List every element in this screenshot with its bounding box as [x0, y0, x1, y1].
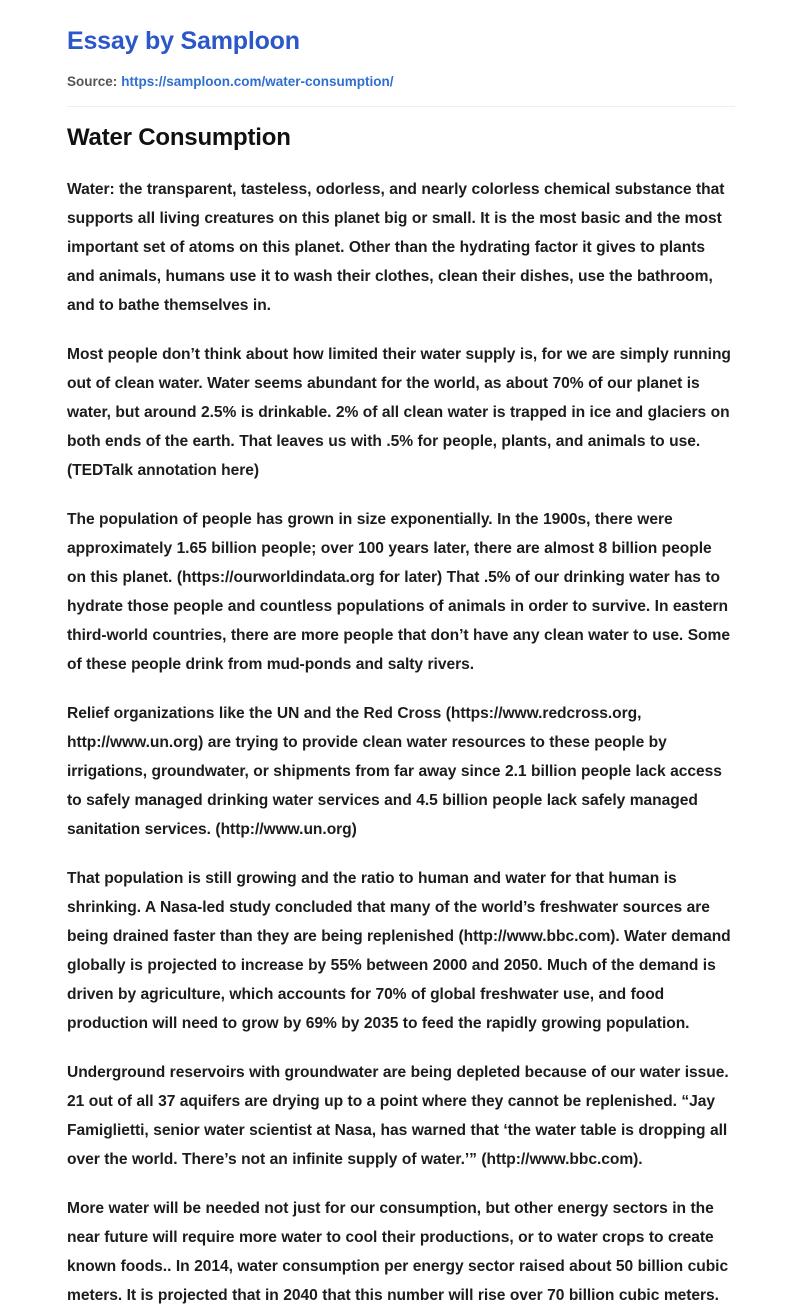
article-paragraph: The population of people has grown in size exponentially. In the 1900s, there were approximately 1.65 billion people; over 100 years later, there are almost 8 billion people on this planet. (https://ourworldindata.org for later) That .5% of our drinking water has to hydrate those people and countless populations of animals in order to survive. In eastern third-world countries, there are more people that don’t have any clean water to use. Some of these people drink from mud-ponds and salty rivers.	[67, 510, 730, 673]
page-header	[0, 0, 800, 92]
source-line	[67, 73, 735, 92]
source-url-link[interactable]: https://samploon.com/water-consumption/	[121, 74, 394, 89]
article-title: Water Consumption	[67, 123, 291, 151]
article-body	[67, 175, 734, 1310]
article-paragraph: Water: the transparent, tasteless, odorless, and nearly colorless chemical substance that supports all living creatures on this planet big or small. It is the most basic and the most important set of atoms on this planet. Other than the hydrating factor it gives to plants and animals, humans use it to wash their clothes, clean their dishes, use the bathroom, and to bathe themselves in.	[67, 180, 725, 314]
brand-title: Essay by Samploon	[67, 27, 300, 55]
article-paragraph: More water will be needed not just for our consumption, but other energy sectors in the near future will require more water to cool their productions, or to water crops to create known foods.. In 2014, water consumption per energy sector raised about 50 billion cubic meters. It is projected that in 2040 that this number will rise over 70 billion cubic meters.	[67, 1199, 729, 1304]
article-paragraph: Most people don’t think about how limited their water supply is, for we are simply running out of clean water. Water seems abundant for the world, as about 70% of our planet is water, but around 2.5% is drinkable. 2% of all clean water is trapped in ice and glaciers on both ends of the earth. That leaves us with .5% for people, plants, and animals to use. (TEDTalk annotation here)	[67, 345, 731, 479]
article-container	[0, 123, 800, 1310]
source-label: Source:	[67, 74, 118, 89]
article-paragraph: That population is still growing and the ratio to human and water for that human is shrinking. A Nasa-led study concluded that many of the world’s freshwater sources are being drained faster than they are being replenished (http://www.bbc.com). Water demand globally is projected to increase by 55% between 2000 and 2050. Much of the demand is driven by agriculture, which accounts for 70% of global freshwater use, and food production will need to grow by 69% by 2035 to feed the rapidly growing population.	[67, 869, 731, 1032]
header-divider	[67, 106, 735, 107]
article-paragraph: Relief organizations like the UN and the Red Cross (https://www.redcross.org, http://www.un.org) are trying to provide clean water resources to these people by irrigations, groundwater, or shipments from far away since 2.1 billion people lack access to safely managed drinking water services and 4.5 billion people lack safely managed sanitation services. (http://www.un.org)	[67, 704, 722, 838]
article-paragraph: Underground reservoirs with groundwater are being depleted because of our water issue. 21 out of all 37 aquifers are drying up to a point where they cannot be replenished. “Jay Famiglietti, senior water scientist at Nasa, has warned that ‘the water table is dropping all over the world. There’s not an infinite supply of water.’” (http://www.bbc.com).	[67, 1063, 729, 1168]
